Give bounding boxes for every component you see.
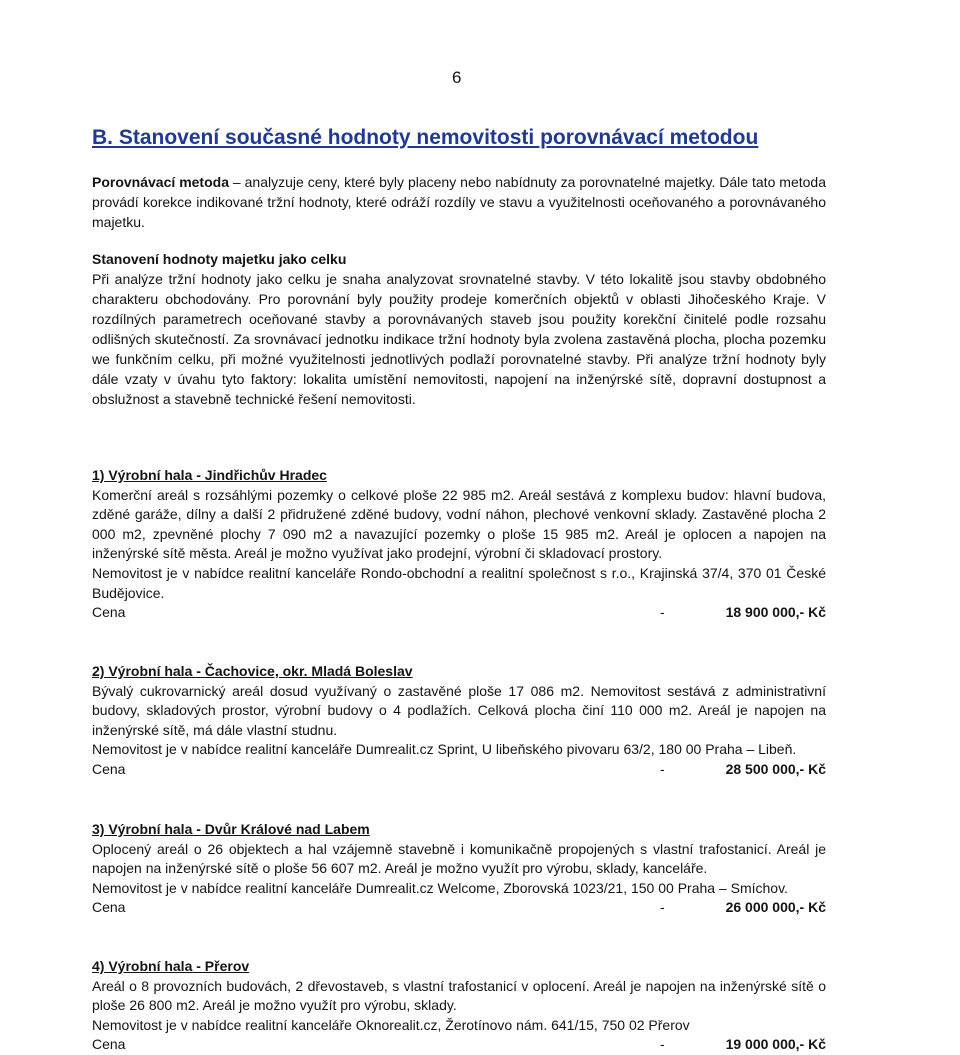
comparable-4 <box>92 957 826 1055</box>
price-dash: - <box>660 899 665 916</box>
comparable-description: Bývalý cukrovarnický areál dosud využívaný o zastavěné ploše 17 086 m2. Nemovitost sestává z administrativní budovy, skladových prostor, výrobní budovy o 4 podlažích. Celková plocha činí 110 000 m2. Areál je napojen na inženýrské sítě, má dále vlastní studnu. <box>92 682 826 738</box>
comparable-offer: Nemovitost je v nabídce realitní kanceláře Dumrealit.cz Sprint, U libeňského pivovaru 63/2, 180 00 Praha – Libeň. <box>92 741 797 758</box>
comparable-title: 2) Výrobní hala - Čachovice, okr. Mladá Boleslav <box>92 663 413 679</box>
price-value: 19 000 000,- Kč <box>725 1036 826 1053</box>
price-dash: - <box>660 760 665 777</box>
price-dash: - <box>660 604 665 621</box>
price-row <box>92 898 826 918</box>
comparable-offer: Nemovitost je v nabídce realitní kanceláře Oknorealit.cz, Žerotínovo nám. 641/15, 750 02 Přerov <box>92 1016 690 1033</box>
comparable-description: Komerční areál s rozsáhlými pozemky o celkové ploše 22 985 m2. Areál sestává z komplexu budov: hlavní budova, zděné garáže, dílny a další 2 přidružené zděné budovy, vodní náhon, plechové venkovní sklady. Zastavěné plocha 2 000 m2, zpevněné plochy 7 090 m2 a navazující pozemky o ploše 15 985 m2. Areál je oplocen a napojen na inženýrské sítě města. Areál je možno využívat jako prodejní, výrobní či skladovací prostory. <box>92 486 826 562</box>
comparable-offer: Nemovitost je v nabídce realitní kanceláře Rondo-obchodní a realitní společnost s r.o., Krajinská 37/4, 370 01 České Budějovice. <box>92 564 826 601</box>
comparable-title: 3) Výrobní hala - Dvůr Králové nad Labem <box>92 821 370 837</box>
price-label: Cena <box>92 604 126 621</box>
comparable-offer: Nemovitost je v nabídce realitní kanceláře Dumrealit.cz Welcome, Zborovská 1023/21, 150 00 Praha – Smíchov. <box>92 879 788 896</box>
price-row <box>92 603 826 623</box>
price-label: Cena <box>92 1036 126 1053</box>
page-number: 6 <box>452 68 462 87</box>
comparable-description: Oplocený areál o 26 objektech a hal vzájemně stavebně i komunikačně propojených s vlastní trafostanicí. Areál je napojen na inženýrské sítě o ploše 56 607 m2. Areál je možno využít pro výrobu, sklady, kanceláře. <box>92 840 826 877</box>
whole-value-title: Stanovení hodnoty majetku jako celku <box>92 251 347 267</box>
price-dash: - <box>660 1036 665 1053</box>
price-row <box>92 1035 826 1055</box>
price-label: Cena <box>92 760 126 777</box>
comparable-2 <box>92 662 826 780</box>
price-value: 18 900 000,- Kč <box>725 604 826 621</box>
price-value: 26 000 000,- Kč <box>725 899 826 916</box>
intro-term: Porovnávací metoda <box>92 174 229 190</box>
comparable-description: Areál o 8 provozních budovách, 2 dřevostaveb, s vlastní trafostanicí v oplocení. Areál je napojen na inženýrské sítě o ploše 26 800 m2. Areál je možno využít pro výrobu, sklady. <box>92 977 826 1014</box>
comparable-title: 4) Výrobní hala - Přerov <box>92 958 250 974</box>
comparable-1 <box>92 466 826 623</box>
price-label: Cena <box>92 899 126 916</box>
page-title: B. Stanovení současné hodnoty nemovitosti porovnávací metodou <box>92 126 759 149</box>
price-row <box>92 760 826 780</box>
whole-value-text: Při analýze tržní hodnoty jako celku je snaha analyzovat srovnatelné stavby. V této lokalitě jsou stavby obdobného charakteru obchodovány. Pro porovnání byly použity prodeje komerčních objektů v oblasti Jihočeského Kraje. V rozdílných parametrech oceňované stavby a porovnávaných staveb jsou použity korekční činitelé podle rozsahu odlišných skutečností. Za srovnávací jednotku indikace tržní hodnoty byla zvolena zastavěná plocha, plocha pozemku we funkčním celku, při možné využitelnosti jednotlivých podlaží porovnatelné stavby. Při analýze tržní hodnoty byly dále vzaty v úvahu tyto faktory: lokalita umístění nemovitosti, napojení na inženýrské sítě, dopravní dostupnost a obslužnost a stavebně technické řešení nemovitosti. <box>92 271 826 407</box>
price-value: 28 500 000,- Kč <box>725 760 826 777</box>
comparable-3 <box>92 820 826 918</box>
whole-value-paragraph <box>92 249 826 409</box>
intro-paragraph <box>92 172 826 232</box>
comparable-title: 1) Výrobní hala - Jindřichův Hradec <box>92 467 327 483</box>
intro-text: – analyzuje ceny, které byly placeny nebo nabídnuty za porovnatelné majetky. Dále tato metoda provádí korekce indikované tržní hodnoty, které odráží rozdíly ve stavu a využitelnosti oceňovaného a porovnávaného majetku. <box>92 174 826 230</box>
